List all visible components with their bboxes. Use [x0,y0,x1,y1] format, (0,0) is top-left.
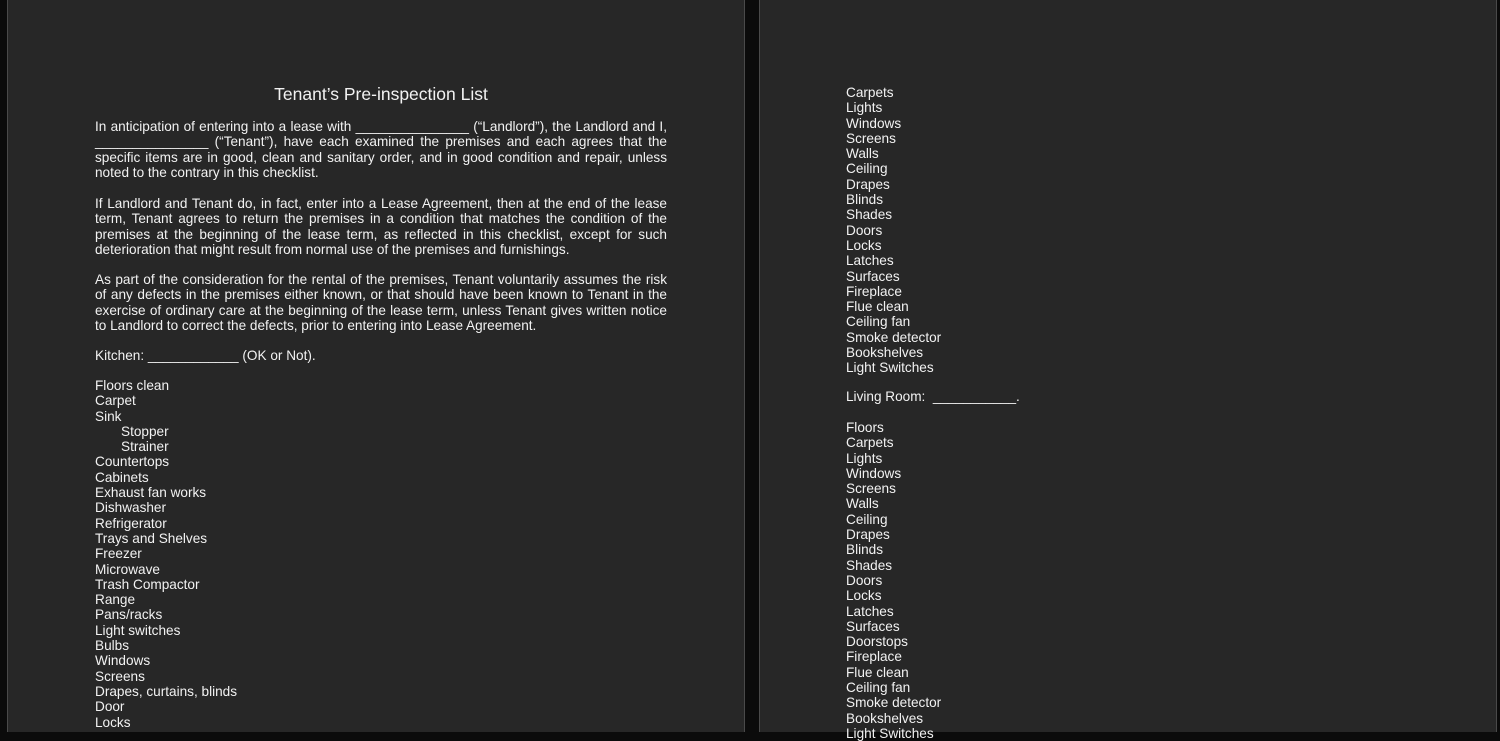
list-item: Ceiling fan [846,314,911,330]
list-item: Blinds [846,542,884,558]
list-item: Doors [846,572,883,588]
list-item: Smoke detector [846,695,942,711]
living-room-heading: Living Room: ___________. [846,389,1020,404]
list-item: Screens [95,668,145,684]
list-item: Surfaces [846,268,900,284]
list-item: Bookshelves [846,345,924,361]
document-title: Tenant’s Pre-inspection List [274,84,488,104]
list-item: Lights [846,100,883,116]
living-room-checklist [846,420,941,741]
list-item: Windows [95,653,151,669]
list-item: Trays and Shelves [95,530,208,546]
list-item: Refrigerator [95,515,167,531]
list-item: Drapes [846,176,890,192]
list-item: Strainer [121,439,169,455]
list-item: Shades [846,557,893,573]
list-item: Latches [846,253,894,269]
list-item: Light Switches [846,725,934,741]
list-item: Cabinets [95,469,149,485]
list-item: Screens [846,130,896,146]
list-item: Locks [846,588,882,604]
list-item: Doors [846,222,883,238]
list-item: Door [95,699,125,715]
risk-paragraph: As part of the consideration for the rental of the premises, Tenant voluntarily assumes the risk of any defects in the premises either known, or that should have been known to Tenant in the exercise of ordinary care at the beginning of the lease term, unless Tenant gives written notice to Landlord to correct the defects, prior to entering into Lease Agreement. [95,272,667,333]
list-item: Carpet [95,393,136,409]
list-item: Countertops [95,454,170,470]
intro-paragraph: In anticipation of entering into a lease with _______________ (“Landlord”), the Landlord and I, _______________ (“Tenant”), have each examined the premises and each agrees that the specific items are in good, clean and sanitary order, and in good condition and repair, unless noted to the contrary in this checklist. [95,119,667,180]
list-item: Range [95,592,136,608]
list-item: Sink [95,408,122,424]
list-item: Drapes [846,527,890,543]
list-item: Exhaust fan works [95,485,207,501]
list-item: Ceiling [846,161,888,177]
list-item: Bulbs [95,638,130,654]
list-item: Windows [846,465,902,481]
list-item: Freezer [95,546,142,562]
kitchen-heading: Kitchen: ____________ (OK or Not). [95,348,316,363]
list-item: Stopper [121,423,169,439]
return-condition-paragraph: If Landlord and Tenant do, in fact, enter into a Lease Agreement, then at the end of the lease term, Tenant agrees to return the premises in a condition that matches the condition of the premises at the beginning of the lease term, as reflected in this checklist, except for such deterioration that might result from normal use of the premises and furnishings. [95,196,667,257]
list-item: Bookshelves [846,710,924,726]
list-item: Light Switches [846,360,934,376]
list-item: Floors [846,420,884,435]
list-item: Carpets [846,85,894,100]
list-item: Lights [846,450,883,466]
list-item: Doorstops [846,634,908,650]
list-item: Light switches [95,622,181,638]
list-item: Locks [95,714,131,730]
list-item: Blinds [846,192,884,208]
room-checklist [846,85,941,376]
list-item: Surfaces [846,618,900,634]
list-item: Fireplace [846,649,902,665]
list-item: Walls [846,496,879,512]
list-item: Carpets [846,435,894,451]
list-item: Locks [846,237,882,253]
list-item: Ceiling [846,511,888,527]
list-item: Floors clean [95,378,170,393]
list-item: Latches [846,603,894,619]
list-item: Microwave [95,561,160,577]
document-page-1 [7,0,745,732]
document-page-2 [759,0,1497,741]
kitchen-checklist [95,378,237,730]
list-item: Pans/racks [95,607,163,623]
list-item: Flue clean [846,664,909,680]
list-item: Windows [846,115,902,131]
list-item: Flue clean [846,299,909,315]
list-item: Drapes, curtains, blinds [95,683,238,699]
list-item: Fireplace [846,283,902,299]
list-item: Screens [846,481,896,497]
list-item: Ceiling fan [846,680,911,696]
list-item: Walls [846,146,879,162]
list-item: Smoke detector [846,329,942,345]
list-item: Trash Compactor [95,576,200,592]
list-item: Shades [846,207,893,223]
list-item: Dishwasher [95,500,167,516]
